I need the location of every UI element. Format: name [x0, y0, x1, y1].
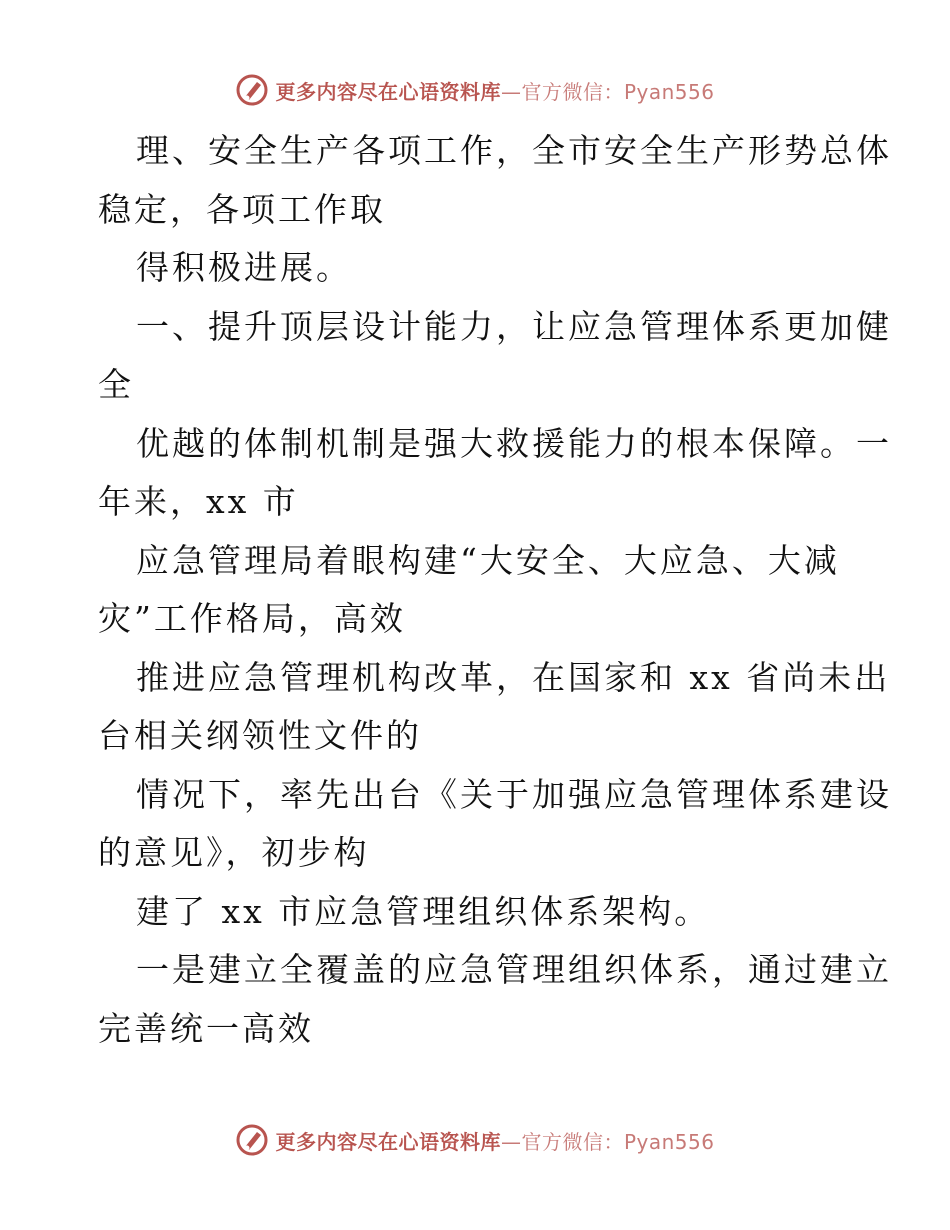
pen-circle-icon [235, 73, 269, 107]
text-line: 理、安全生产各项工作，全市安全生产形势总体 [136, 131, 892, 170]
document-body [98, 122, 892, 1058]
watermark-text: 更多内容尽在心语资料库—官方微信：Pyan556 [275, 79, 715, 104]
text-line: 一、提升顶层设计能力，让应急管理体系更加健 [136, 306, 892, 346]
watermark-text: 更多内容尽在心语资料库—官方微信：Pyan556 [275, 1129, 715, 1154]
text-line: 灾”工作格局，高效 [98, 599, 406, 638]
text-line: 一是建立全覆盖的应急管理组织体系，通过建立 [136, 950, 892, 989]
text-line: 得积极进展。 [136, 248, 352, 287]
text-line: 全 [98, 365, 134, 404]
text-line: 稳定，各项工作取 [98, 189, 386, 229]
pen-circle-icon [235, 1123, 269, 1157]
text-line: 台相关纲领性文件的 [98, 716, 422, 755]
text-line: 优越的体制机制是强大救援能力的根本保障。一 [136, 423, 892, 463]
text-line: 的意见》，初步构 [98, 833, 370, 872]
header-watermark [0, 70, 950, 110]
footer-watermark [0, 1120, 950, 1160]
text-line: 推进应急管理机构改革，在国家和 xx 省尚未出 [136, 657, 891, 697]
text-line: 情况下，率先出台《关于加强应急管理体系建设 [136, 774, 892, 814]
text-line: 年来，xx 市 [98, 482, 299, 521]
text-line: 完善统一高效 [98, 1008, 314, 1048]
text-line: 建了 xx 市应急管理组织体系架构。 [136, 891, 711, 931]
text-line: 应急管理局着眼构建“大安全、大应急、大减 [136, 540, 840, 580]
